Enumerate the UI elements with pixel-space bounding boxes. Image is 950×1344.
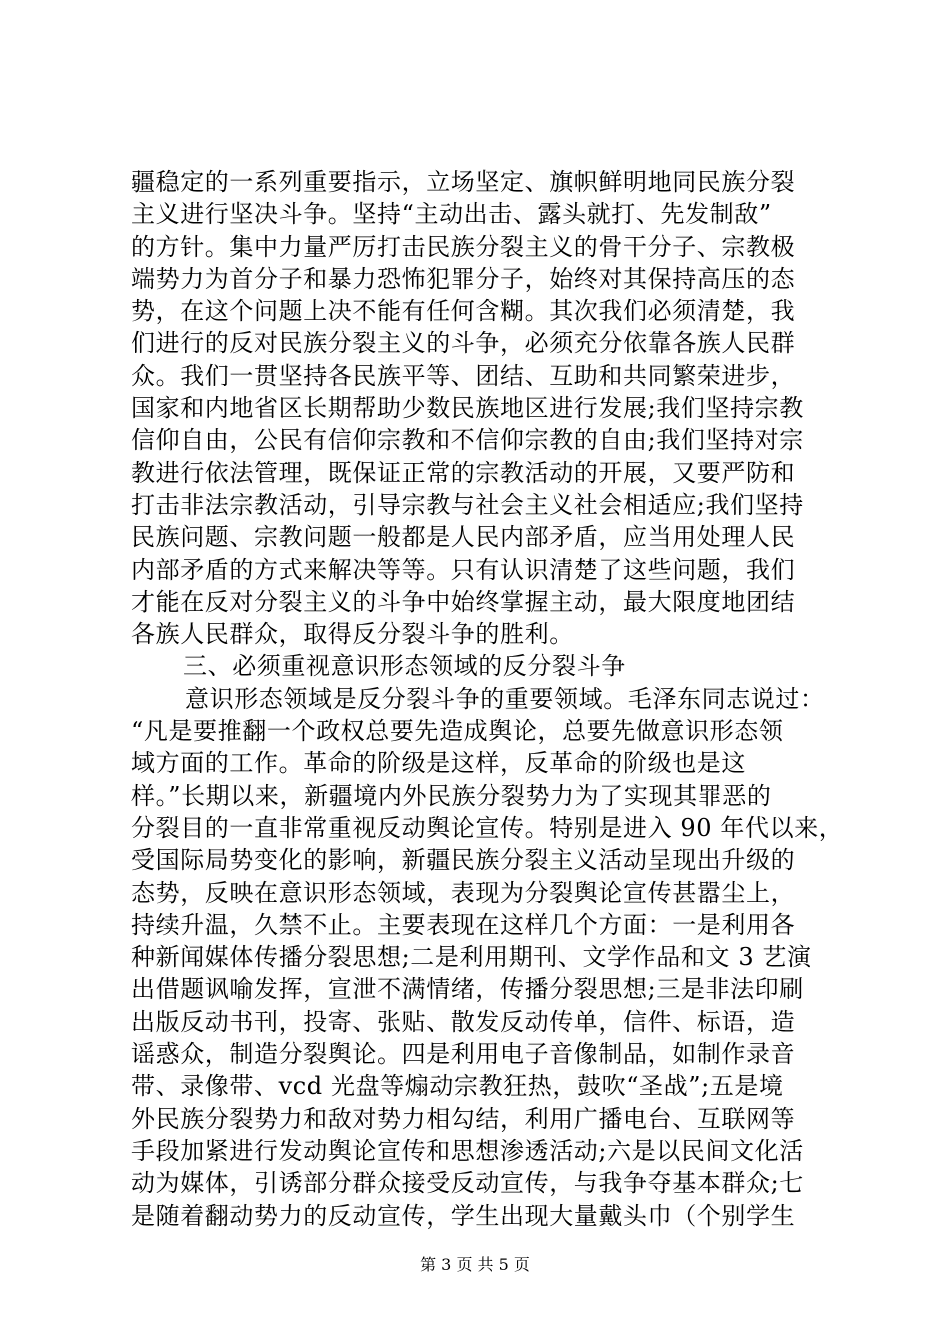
text-line: 才能在反对分裂主义的斗争中始终掌握主动，最大限度地团结 — [131, 587, 796, 616]
text-line: 是随着翻动势力的反动宣传，学生出现大量戴头巾（个别学生 — [131, 1201, 796, 1230]
body-text — [131, 166, 844, 1232]
text-line: 打击非法宗教活动，引导宗教与社会主义社会相适应;我们坚持 — [131, 490, 804, 519]
text-line: 域方面的工作。革命的阶级是这样，反革命的阶级也是这 — [131, 749, 746, 778]
text-line: 各族人民群众，取得反分裂斗争的胜利。 — [131, 620, 574, 649]
text-line: 态势，反映在意识形态领域，表现为分裂舆论宣传甚嚣尘上， — [131, 878, 796, 907]
text-line: 们进行的反对民族分裂主义的斗争，必须充分依靠各族人民群 — [131, 329, 796, 358]
text-line: 内部矛盾的方式来解决等等。只有认识清楚了这些问题，我们 — [131, 555, 796, 584]
text-line: 分裂目的一直非常重视反动舆论宣传。特别是进入 90 年代以来， — [131, 813, 844, 842]
text-line: 手段加紧进行发动舆论宣传和思想渗透活动;六是以民间文化活 — [131, 1136, 804, 1165]
text-line: 受国际局势变化的影响，新疆民族分裂主义活动呈现出升级的 — [131, 846, 796, 875]
text-line: 民族问题、宗教问题一般都是人民内部矛盾，应当用处理人民 — [131, 523, 796, 552]
text-line: 持续升温，久禁不止。主要表现在这样几个方面：一是利用各 — [131, 910, 796, 939]
text-line: 出借题讽喻发挥，宣泄不满情绪，传播分裂思想;三是非法印刷 — [131, 975, 804, 1004]
text-line: 出版反动书刊，投寄、张贴、散发反动传单，信件、标语，造 — [131, 1007, 796, 1036]
text-line: 众。我们一贯坚持各民族平等、团结、互助和共同繁荣进步， — [131, 361, 796, 390]
text-line: 动为媒体，引诱部分群众接受反动宣传，与我争夺基本群众;七 — [131, 1169, 804, 1198]
text-line: “凡是要推翻一个政权总要先造成舆论，总要先做意识形态领 — [131, 717, 784, 746]
text-line: 教进行依法管理，既保证正常的宗教活动的开展，又要严防和 — [131, 458, 796, 487]
text-line: 端势力为首分子和暴力恐怖犯罪分子，始终对其保持高压的态 — [131, 264, 796, 293]
text-line: 的方针。集中力量严厉打击民族分裂主义的骨干分子、宗教极 — [131, 232, 796, 261]
text-line: 外民族分裂势力和敌对势力相勾结，利用广播电台、互联网等 — [131, 1104, 796, 1133]
text-line: 信仰自由，公民有信仰宗教和不信仰宗教的自由;我们坚持对宗 — [131, 426, 804, 455]
paragraph-first-line: 意识形态领域是反分裂斗争的重要领域。毛泽东同志说过： — [185, 684, 825, 713]
text-line: 样。”长期以来，新疆境内外民族分裂势力为了实现其罪恶的 — [131, 781, 772, 810]
text-line: 带、录像带、vcd 光盘等煽动宗教狂热，鼓吹“圣战”;五是境 — [131, 1072, 784, 1101]
text-line: 国家和内地省区长期帮助少数民族地区进行发展;我们坚持宗教 — [131, 394, 804, 423]
text-line: 势，在这个问题上决不能有任何含糊。其次我们必须清楚，我 — [131, 297, 796, 326]
section-heading: 三、必须重视意识形态领域的反分裂斗争 — [183, 652, 626, 681]
text-line: 疆稳定的一系列重要指示，立场坚定、旗帜鲜明地同民族分裂 — [131, 168, 796, 196]
text-line: 主义进行坚决斗争。坚持“主动出击、露头就打、先发制敌” — [131, 200, 772, 229]
text-line: 种新闻媒体传播分裂思想;二是利用期刊、文学作品和文 3 艺演 — [131, 943, 812, 972]
text-line: 谣惑众，制造分裂舆论。四是利用电子音像制品，如制作录音 — [131, 1040, 796, 1069]
page-number-footer: 第 3 页 共 5 页 — [420, 1255, 530, 1274]
